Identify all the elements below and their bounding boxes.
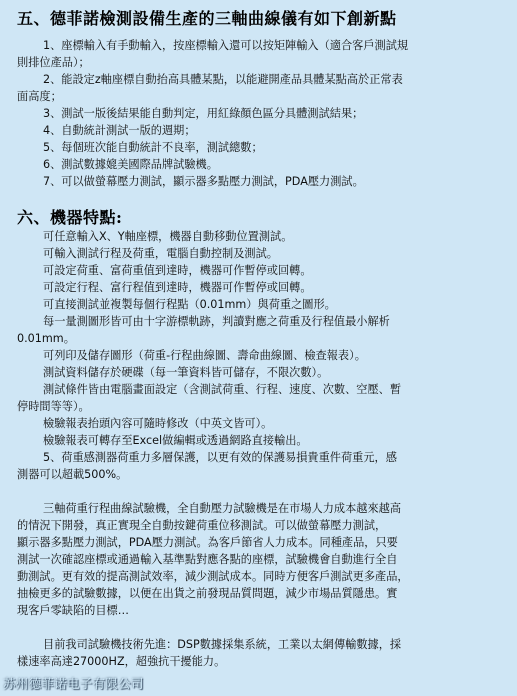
- section-6-line: 測試條件皆由電腦畫面設定（含測試荷重、行程、速度、次數、空壓、暫: [43, 383, 402, 396]
- section-5-line: 則排位產品）；: [17, 56, 90, 69]
- section-6-line: 可設定荷重、富荷重值到達時，機器可作暫停或回轉。: [43, 264, 312, 277]
- paragraph-2-line: 目前我司試驗機技術先進：DSP數據採集系統，工業以太網傳輸數據，採: [43, 638, 402, 651]
- section-6-title: 六、機器特點:: [17, 208, 123, 227]
- section-5-line: 面高度；: [17, 90, 62, 103]
- paragraph-1-line: 動測試。更有效的提高測試效率，減少測試成本。同時方便客戶測試更多產品，: [17, 570, 409, 583]
- section-6-line: 可設定行程、富行程值到達時，機器可作暫停或回轉。: [43, 281, 312, 294]
- section-6-line: 0.01mm。: [17, 332, 75, 345]
- section-6-line: 測器可以超載500%。: [17, 468, 128, 481]
- section-5-title: 五、德菲諾檢測設備生產的三軸曲線儀有如下創新點: [17, 9, 397, 28]
- section-6-line: 可直接測試並複製每個行程點（0.01mm）與荷重之圖形。: [43, 298, 336, 311]
- section-6-line: 測試資料儲存於硬碟（每一筆資料皆可儲存，不限次數）。: [43, 366, 329, 379]
- paragraph-1-line: 的情況下開發，真正實現全自動按鍵荷重位移測試。可以做螢幕壓力測試，: [17, 519, 387, 532]
- paragraph-1-line: 三軸荷重行程曲線試驗機，全自動壓力試驗機是在市場人力成本越來越高: [43, 502, 402, 515]
- section-5-line: 1、座標輸入有手動輸入，按座標輸入還可以按矩陣輸入（適合客戶測試規: [43, 39, 409, 52]
- paragraph-1-line: 測試一次確認座標或通過輸入基準點對應各點的座標，試驗機會自動進行全自: [17, 553, 398, 566]
- section-6-line: 停時間等等）。: [17, 400, 90, 413]
- paragraph-1-line: 現客戶零缺陷的目標…: [17, 604, 129, 617]
- section-6-line: 檢驗報表抬頭內容可隨時修改（中英文皆可）。: [43, 417, 273, 430]
- section-6-line: 可任意輸入X、Y軸座標，機器自動移動位置測試。: [43, 230, 293, 243]
- section-6-line: 檢驗報表可轉存至Excel做編輯或透過網路直接輸出。: [43, 434, 308, 447]
- section-5-line: 3、測試一版後結果能自動判定，用紅綠顏色區分具體測試結果；: [43, 107, 364, 120]
- section-6-line: 可列印及儲存圖形（荷重-行程曲線圖、壽命曲線圖、檢查報表）。: [43, 349, 366, 362]
- section-5-line: 5、每個班次能自動統計不良率，測試總數；: [43, 141, 263, 154]
- company-watermark: 苏州德菲诺电子有限公司: [3, 676, 144, 691]
- section-5-line: 4、自動統計測試一版的週期；: [43, 124, 196, 137]
- section-6-line: 可輸入測試行程及荷重，電腦自動控制及測試。: [43, 247, 278, 260]
- section-5-line: 2、能設定z軸座標自動抬高具體某點，以能避開產品具體某點高於正常表: [43, 73, 403, 86]
- paragraph-1-line: 顯示器多點壓力測試，PDA壓力測試。為客戶節省人力成本。同種產品，只要: [17, 536, 398, 549]
- paragraph-2-line: 樣速率高達27000HZ，超強抗干擾能力。: [17, 655, 226, 668]
- section-6-line: 每一量測圖形皆可由十字游標軌跡，判讀對應之荷重及行程值最小解析: [43, 315, 390, 328]
- section-5-line: 7、可以做螢幕壓力測試，顯示器多點壓力測試，PDA壓力測試。: [43, 175, 364, 188]
- section-5-line: 6、測試數據媲美國際品牌試驗機。: [43, 158, 218, 171]
- section-6-line: 5、荷重感測器荷重力多層保護，以更有效的保護易損貴重件荷重元，感: [43, 451, 397, 464]
- paragraph-1-line: 抽檢更多的試驗數據，以便在出貨之前發現品質問題，減少市場品質隱患。實: [17, 587, 398, 600]
